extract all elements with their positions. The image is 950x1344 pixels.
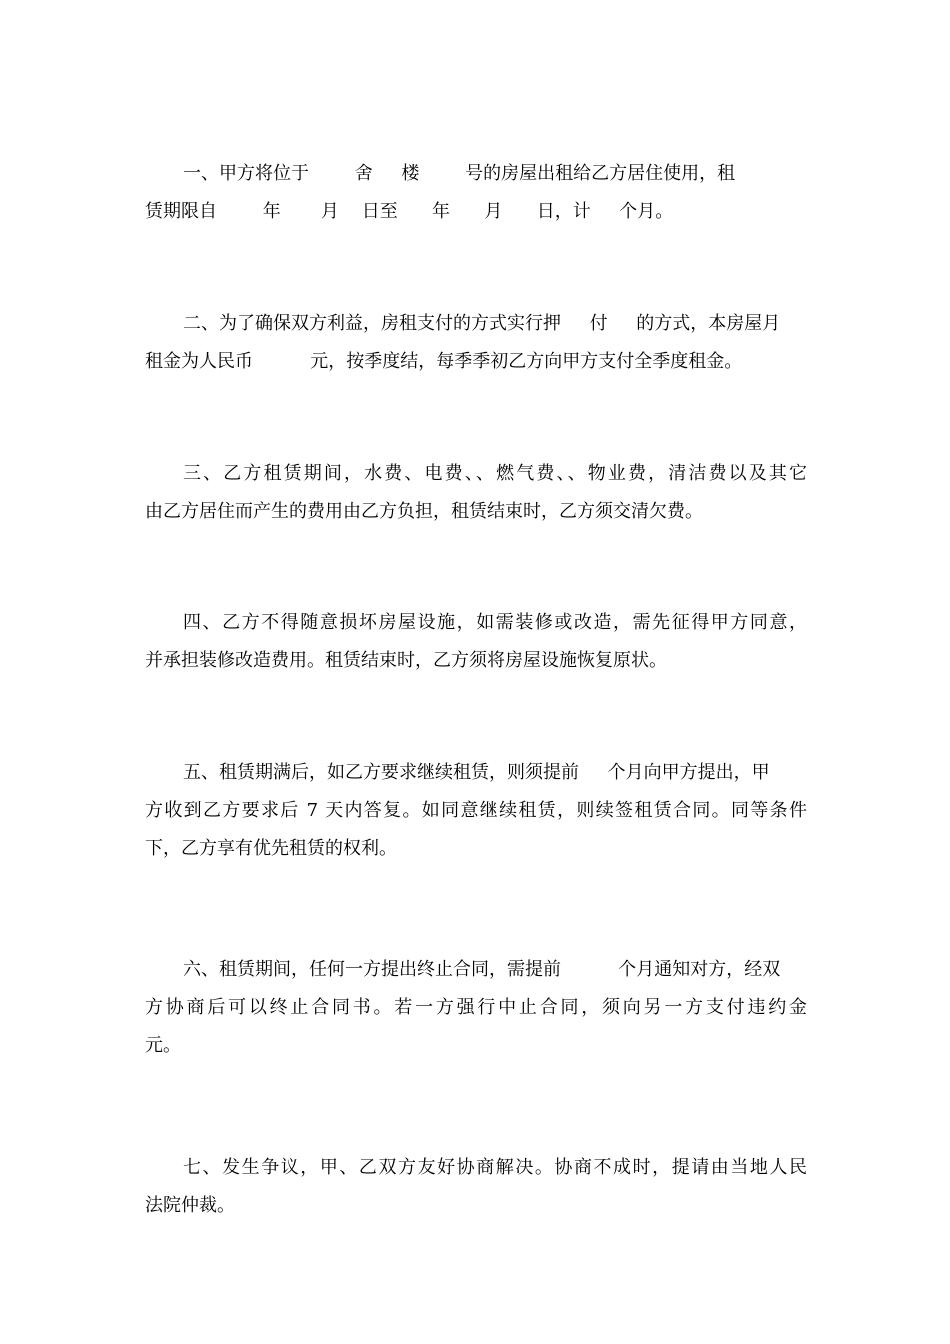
clause-line: 元。 [145, 1035, 181, 1056]
clause-line: 一、甲方将位于 舍 楼 号的房屋出租给乙方居住使用，租 [183, 163, 736, 184]
clause-line: 二、为了确保双方利益，房租支付的方式实行押 付 的方式，本房屋月 [183, 313, 781, 334]
clause-line: 赁期限自 年 月 日至 年 月 日，计 个月。 [145, 201, 674, 222]
clause-line: 租金为人民币 元，按季度结，每季季初乙方向甲方支付全季度租金。 [145, 351, 743, 372]
clause-5 [145, 754, 807, 868]
clause-line: 下，乙方享有优先租赁的权利。 [145, 838, 397, 859]
clause-line: 由乙方居住而产生的费用由乙方负担，租赁结束时，乙方须交清欠费。 [145, 501, 703, 522]
clause-4 [145, 604, 807, 680]
clause-line: 七、发生争议，甲、乙双方友好协商解决。协商不成时，提请由当地人民 [183, 1157, 807, 1178]
clause-line: 方收到乙方要求后 7 天内答复。如同意继续租赁，则续签租赁合同。同等条件 [145, 800, 807, 821]
clause-1 [145, 155, 807, 231]
clause-3 [145, 455, 807, 531]
clause-6 [145, 951, 807, 1065]
clause-line: 五、租赁期满后，如乙方要求继续租赁，则须提前 个月向甲方提出，甲 [183, 762, 770, 783]
clause-line: 六、租赁期间，任何一方提出终止合同，需提前 个月通知对方，经双 [183, 959, 781, 980]
clause-7 [145, 1149, 807, 1225]
clause-line: 方协商后可以终止合同书。若一方强行中止合同，须向另一方支付违约金 [145, 997, 807, 1018]
clause-line: 三、乙方租赁期间，水费、电费、、燃气费、、物业费，清洁费以及其它 [183, 463, 807, 484]
clause-line: 四、乙方不得随意损坏房屋设施，如需装修或改造，需先征得甲方同意， [183, 612, 807, 633]
clause-2 [145, 305, 807, 381]
clause-line: 并承担装修改造费用。租赁结束时，乙方须将房屋设施恢复原状。 [145, 650, 667, 671]
clause-line: 法院仲裁。 [145, 1195, 235, 1216]
